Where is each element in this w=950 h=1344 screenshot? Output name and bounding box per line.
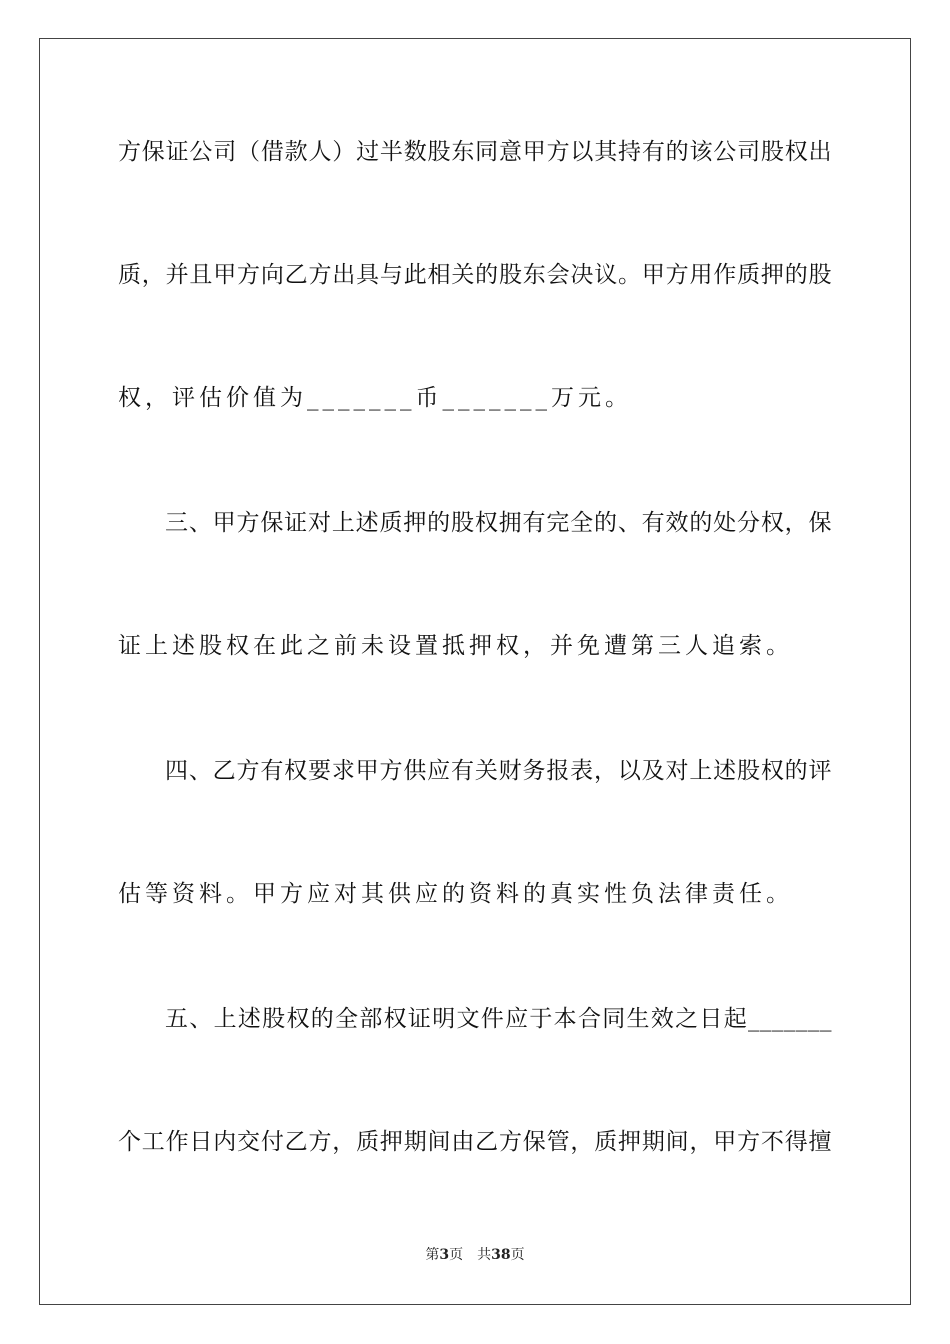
- body-text-line: 方保证公司（借款人）过半数股东同意甲方以其持有的该公司股权出: [118, 139, 832, 165]
- page-number: 3: [439, 1247, 450, 1263]
- body-text-line: 三、甲方保证对上述质押的股权拥有完全的、有效的处分权，保: [165, 510, 832, 536]
- page-prefix: 第: [425, 1247, 440, 1263]
- body-text-line: 个工作日内交付乙方，质押期间由乙方保管，质押期间，甲方不得擅: [118, 1129, 832, 1155]
- body-text-line: 四、乙方有权要求甲方供应有关财务报表，以及对上述股权的评: [165, 758, 832, 784]
- page-suffix: 页: [449, 1247, 464, 1263]
- total-prefix: 共: [477, 1247, 492, 1263]
- body-text-line: 权，评估价值为_______币_______万元。: [118, 385, 632, 411]
- page-border: [39, 38, 911, 1305]
- body-text-line: 证上述股权在此之前未设置抵押权，并免遭第三人追索。: [118, 633, 793, 659]
- body-text-line: 质，并且甲方向乙方出具与此相关的股东会决议。甲方用作质押的股: [118, 262, 832, 288]
- total-pages: 38: [491, 1247, 511, 1263]
- total-suffix: 页: [510, 1247, 525, 1263]
- body-text-line: 估等资料。甲方应对其供应的资料的真实性负法律责任。: [118, 881, 793, 907]
- page-footer: [0, 1246, 950, 1264]
- body-text-line: 五、上述股权的全部权证明文件应于本合同生效之日起_______: [165, 1006, 832, 1032]
